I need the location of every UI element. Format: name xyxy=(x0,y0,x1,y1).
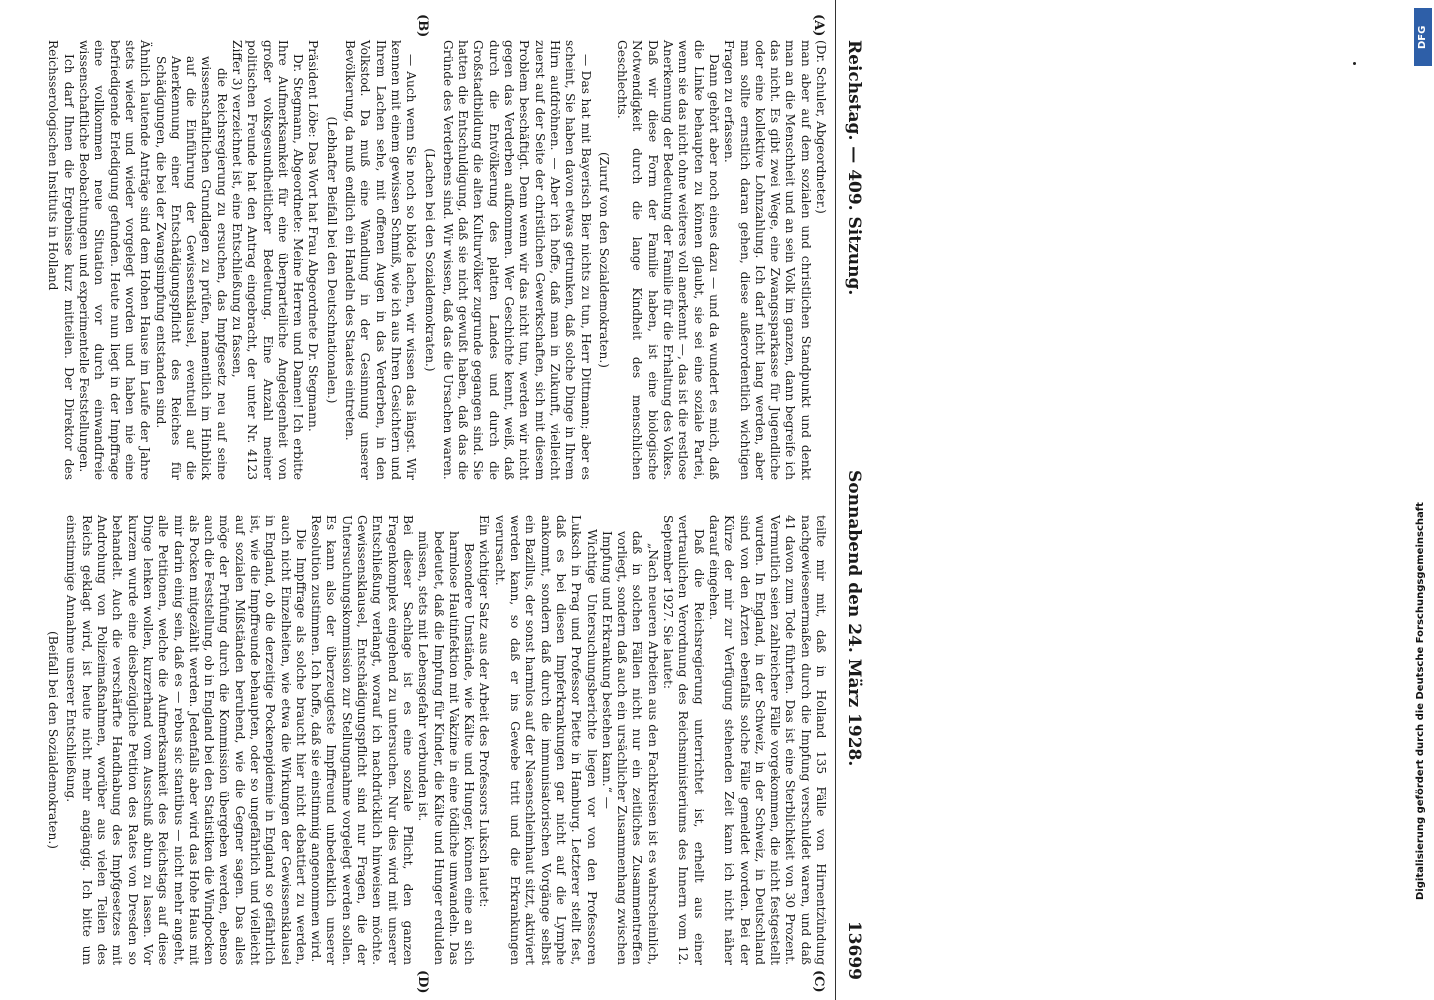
paragraph: Dr. Stegmann, Abgeordnete: Meine Herren und Damen! Ich erbitte Ihre Aufmerksamkeit für eine überparteiliche Angelegenheit von großer volksgesundheitlicher Bedeutung. Eine Anzahl meiner politischen Freunde hat den Antrag eingebracht, der unter Nr. 4123 Ziffer 3) verzeichnet ist, eine Entschließung zu fassen, xyxy=(230,40,306,480)
page-number: 13699 xyxy=(844,920,864,980)
paragraph: Daß die Reichsregierung unterrichtet ist, erhellt aus einer vertraulichen Verordnung des Reichsministeriums des Innern vom 12. September 1927. Sie lautet: xyxy=(661,515,706,965)
marker-a: (A) xyxy=(811,14,826,37)
paragraph: — Auch wenn Sie noch so blöde lachen, wir wissen das längst. Wir kennen mit einem gewissen Schmiß, wie ich aus Ihren Gesichtern und Ihrem Lachen sehe, mit offenen Augen in das Verderben, in den Volkstod. Da muß eine Wandlung in der Gesinnung unserer Bevölkerung, da muß endlich ein Handeln des Staates eintreten. xyxy=(343,40,419,480)
paragraph: (Lachen bei den Sozialdemokraten.) xyxy=(422,148,437,372)
paragraph: Dann gehört aber noch eines dazu — und da wundert es mich, daß die Linke behaupten zu können glaubt, sie sei eine soziale Partei, wenn sie das nicht ohne weiteres voll anerkennt —, das ist die restlose Anerkennung der Bedeutung der Familie für die Erhaltung des Volkes. Daß wir diese Form der Familie haben, ist eine biologische Notwendigkeit durch die lange Kindheit des menschlichen Geschlechts. xyxy=(615,40,721,480)
marker-c: (C) xyxy=(811,970,826,993)
right-column xyxy=(42,515,828,965)
paragraph: Ein wichtiger Satz aus der Arbeit des Professors Luksch lautet: xyxy=(477,515,492,908)
paragraph: man aber auf dem sozialen und christlichen Standpunkt und denkt man an die Menschheit und an sein Volk im ganzen, dann begreife ich das nicht. Es gibt zwei Wege, eine Zwangssparkasse für Jugendliche oder eine kollektive Lohnzahlung. Ich darf nicht lang werden, aber man sollte ernstlich daran gehen, diese außerordentlich wichtigen Fragen zu erfassen. xyxy=(722,40,813,480)
speck xyxy=(1353,62,1356,65)
digitization-credit xyxy=(1412,0,1434,1000)
marker-d: (D) xyxy=(415,970,430,994)
credit-text: Digitalisierung gefördert durch die Deutsche Forschungsgemeinschaft xyxy=(1415,502,1426,900)
paragraph: Bei dieser Sachlage ist es eine soziale Pflicht, den ganzen Fragenkomplex eingehend zu untersuchen. Nur dies wird mit unserer Entschließung verlangt, worauf ich nachdrücklich hinweisen möchte. Gewissensklausel, Entschädigungspflicht sind nur Fragen, die der Untersuchungskommission zur Stellungnahme vorgelegt werden sollen. Es kann also der überzeugteste Impffreund unbedenklich unserer Resolution zustimmen. Ich hoffe, daß sie einstimmig angenommen wird. xyxy=(309,515,415,965)
dfg-logo: DFG xyxy=(1414,8,1432,66)
paragraph: „Nach neueren Arbeiten aus den Fachkreisen ist es wahrscheinlich, daß in solchen Fällen nicht nur ein zeitliches Zusammentreffen vorliegt, sondern daß auch ein ursächlicher Zusammenhang zwischen Impfung und Erkrankung bestehen kann.“ — xyxy=(599,531,660,965)
paragraph: Ähnlich lautende Anträge sind dem Hohen Hause im Laufe der Jahre stets wieder und wieder vorgelegt worden und haben nie eine befriedigende Erledigung gefunden. Heute nun liegt in der Impffrage eine vollkommen neue Situation vor durch einwandfreie wissenschaftliche Beobachtungen und experimentelle Feststellungen. xyxy=(77,40,153,480)
paragraph: — Das hat mit Bayerisch Bier nichts zu tun, Herr Dittmann; aber es scheint, Sie haben davon etwas getrunken, daß solche Dinge in Ihrem Hirn aufdröhnen. — Aber ich hoffe, daß man in Zukunft, vielleicht zuerst auf der Seite der christlichen Gewerkschaften, sich mit diesem Problem beschäftigt. Denn wenn wir das nicht tun, werden wir nicht gegen das Verderben aufkommen. Wer Geschichte kennt, weiß, daß durch die Entvölkerung des platten Landes und durch die Großstadtbildung die alten Kulturvölker zugrunde gegangen sind. Sie hatten die Entschuldigung, daß sie nicht gewußt haben, daß das die Gründe des Verderbens sind. Wir wissen, daß das die Ursachen waren. xyxy=(440,40,593,480)
paragraph: Wichtige Untersuchungsberichte liegen vor von den Professoren Luksch in Prag und Professor Piette in Hamburg. Letzterer stellt fest, daß es bei diesen Impferkrankungen gar nicht auf die Lymphe ankommt, sondern daß durch die immunisatorischen Vorgänge selbst ein Bazillus, der sonst harmlos auf der Nasenschleimhaut sitzt, aktiviert werden kann, so daß er ins Gewebe tritt und die Erkrankungen verursacht. xyxy=(492,515,599,965)
paragraph: (Lebhafter Beifall bei den Deutschnationalen.) xyxy=(324,116,339,404)
paragraph: (Beifall bei den Sozialdemokraten.) xyxy=(46,631,61,849)
paragraph: die Reichsregierung zu ersuchen, das Impfgesetz neu auf seine wissenschaftlichen Grundlagen zu prüfen, namentlich im Hinblick auf die Einführung der Gewissensklausel, eventuell auf die Anerkennung einer Entschädigungspflicht des Reiches für Schädigungen, die bei der Zwangsimpfung entstanden sind. xyxy=(153,56,229,480)
paragraph: (Dr. Schuler, Abgeordneter.) xyxy=(814,40,828,214)
paragraph: Ich darf Ihnen die Ergebnisse kurz mitteilen. Der Direktor des Reichsserologischen Instituts in Holland xyxy=(46,40,76,480)
header-date: Sonnabend den 24. März 1928. xyxy=(844,470,864,767)
marker-b: (B) xyxy=(415,14,430,38)
paragraph: teilte mir mit, daß in Holland 135 Fälle von Hirnentzündung nachgewiesenermaßen durch die Impfung verschuldet waren, und daß 41 davon zum Tode führten. Das ist eine Sterblichkeit von 30 Prozent. Vermutlich seien zahlreichere Fälle vorgekommen, die nicht festgestellt wurden. In England, in der Schweiz, in der Schweiz, in Deutschland sind von den Ärzten ebenfalls solche Fälle gemeldet worden. Bei der Kürze der mir zur Verfügung stehenden Zeit kann ich nicht näher darauf eingehen. xyxy=(706,515,828,965)
paragraph: Die Impffrage als solche braucht hier nicht debattiert zu werden, auch nicht Einzelheiten, wie etwa die Wirkungen der Gewissensklausel in England, ob die derzeitige Pockenepidemie in England so gefährlich ist, wie die Impffreunde behaupten, oder so ungefährlich und vielleicht auf sozialen Mißständen beruhend, wie die Gegner sagen. Das alles möge der Prüfung durch die Kommission übergeben werden, ebenso auch die Feststellung, ob in England bei den Statistiken die Windpocken als Pocken mitgezählt werden. Jedenfalls aber wird das Hohe Haus mit mir darin einig sein, daß es — rebus sic stantibus — nicht mehr angeht, alle Petitionen, welche die Aufmerksamkeit des Reichstags auf diese Dinge lenken wollen, kurzerhand vom Ausschuß abtun zu lassen. Vor kurzem wurde eine diesbezügliche Petition des Rates von Dresden so behandelt. Auch die verschärfte Handhabung des Impfgesetzes mit Androhung von Polizeimaßnahmen, worüber aus vielen Teilen des Reichs geklagt wird, ist heute nicht mehr angängig. Ich bitte um einstimmige Annahme unserer Entschließung. xyxy=(64,515,308,965)
page-header xyxy=(835,0,870,1000)
paragraph: (Zuruf von den Sozialdemokraten.) xyxy=(596,152,611,368)
left-column xyxy=(45,40,828,480)
paragraph: Besondere Umstände, wie Kälte und Hunger, können eine an sich harmlose Hautinfektion mit Vakzine in eine tödliche umwandeln. Das bedeutet, daß die Impfung für Kinder, die Kälte und Hunger erdulden müssen, stets mit Lebensgefahr verbunden ist. xyxy=(416,531,477,965)
paragraph: Präsident Löbe: Das Wort hat Frau Abgeordnete Dr. Stegmann. xyxy=(306,40,321,432)
header-left: Reichstag. — 409. Sitzung. xyxy=(844,40,864,296)
